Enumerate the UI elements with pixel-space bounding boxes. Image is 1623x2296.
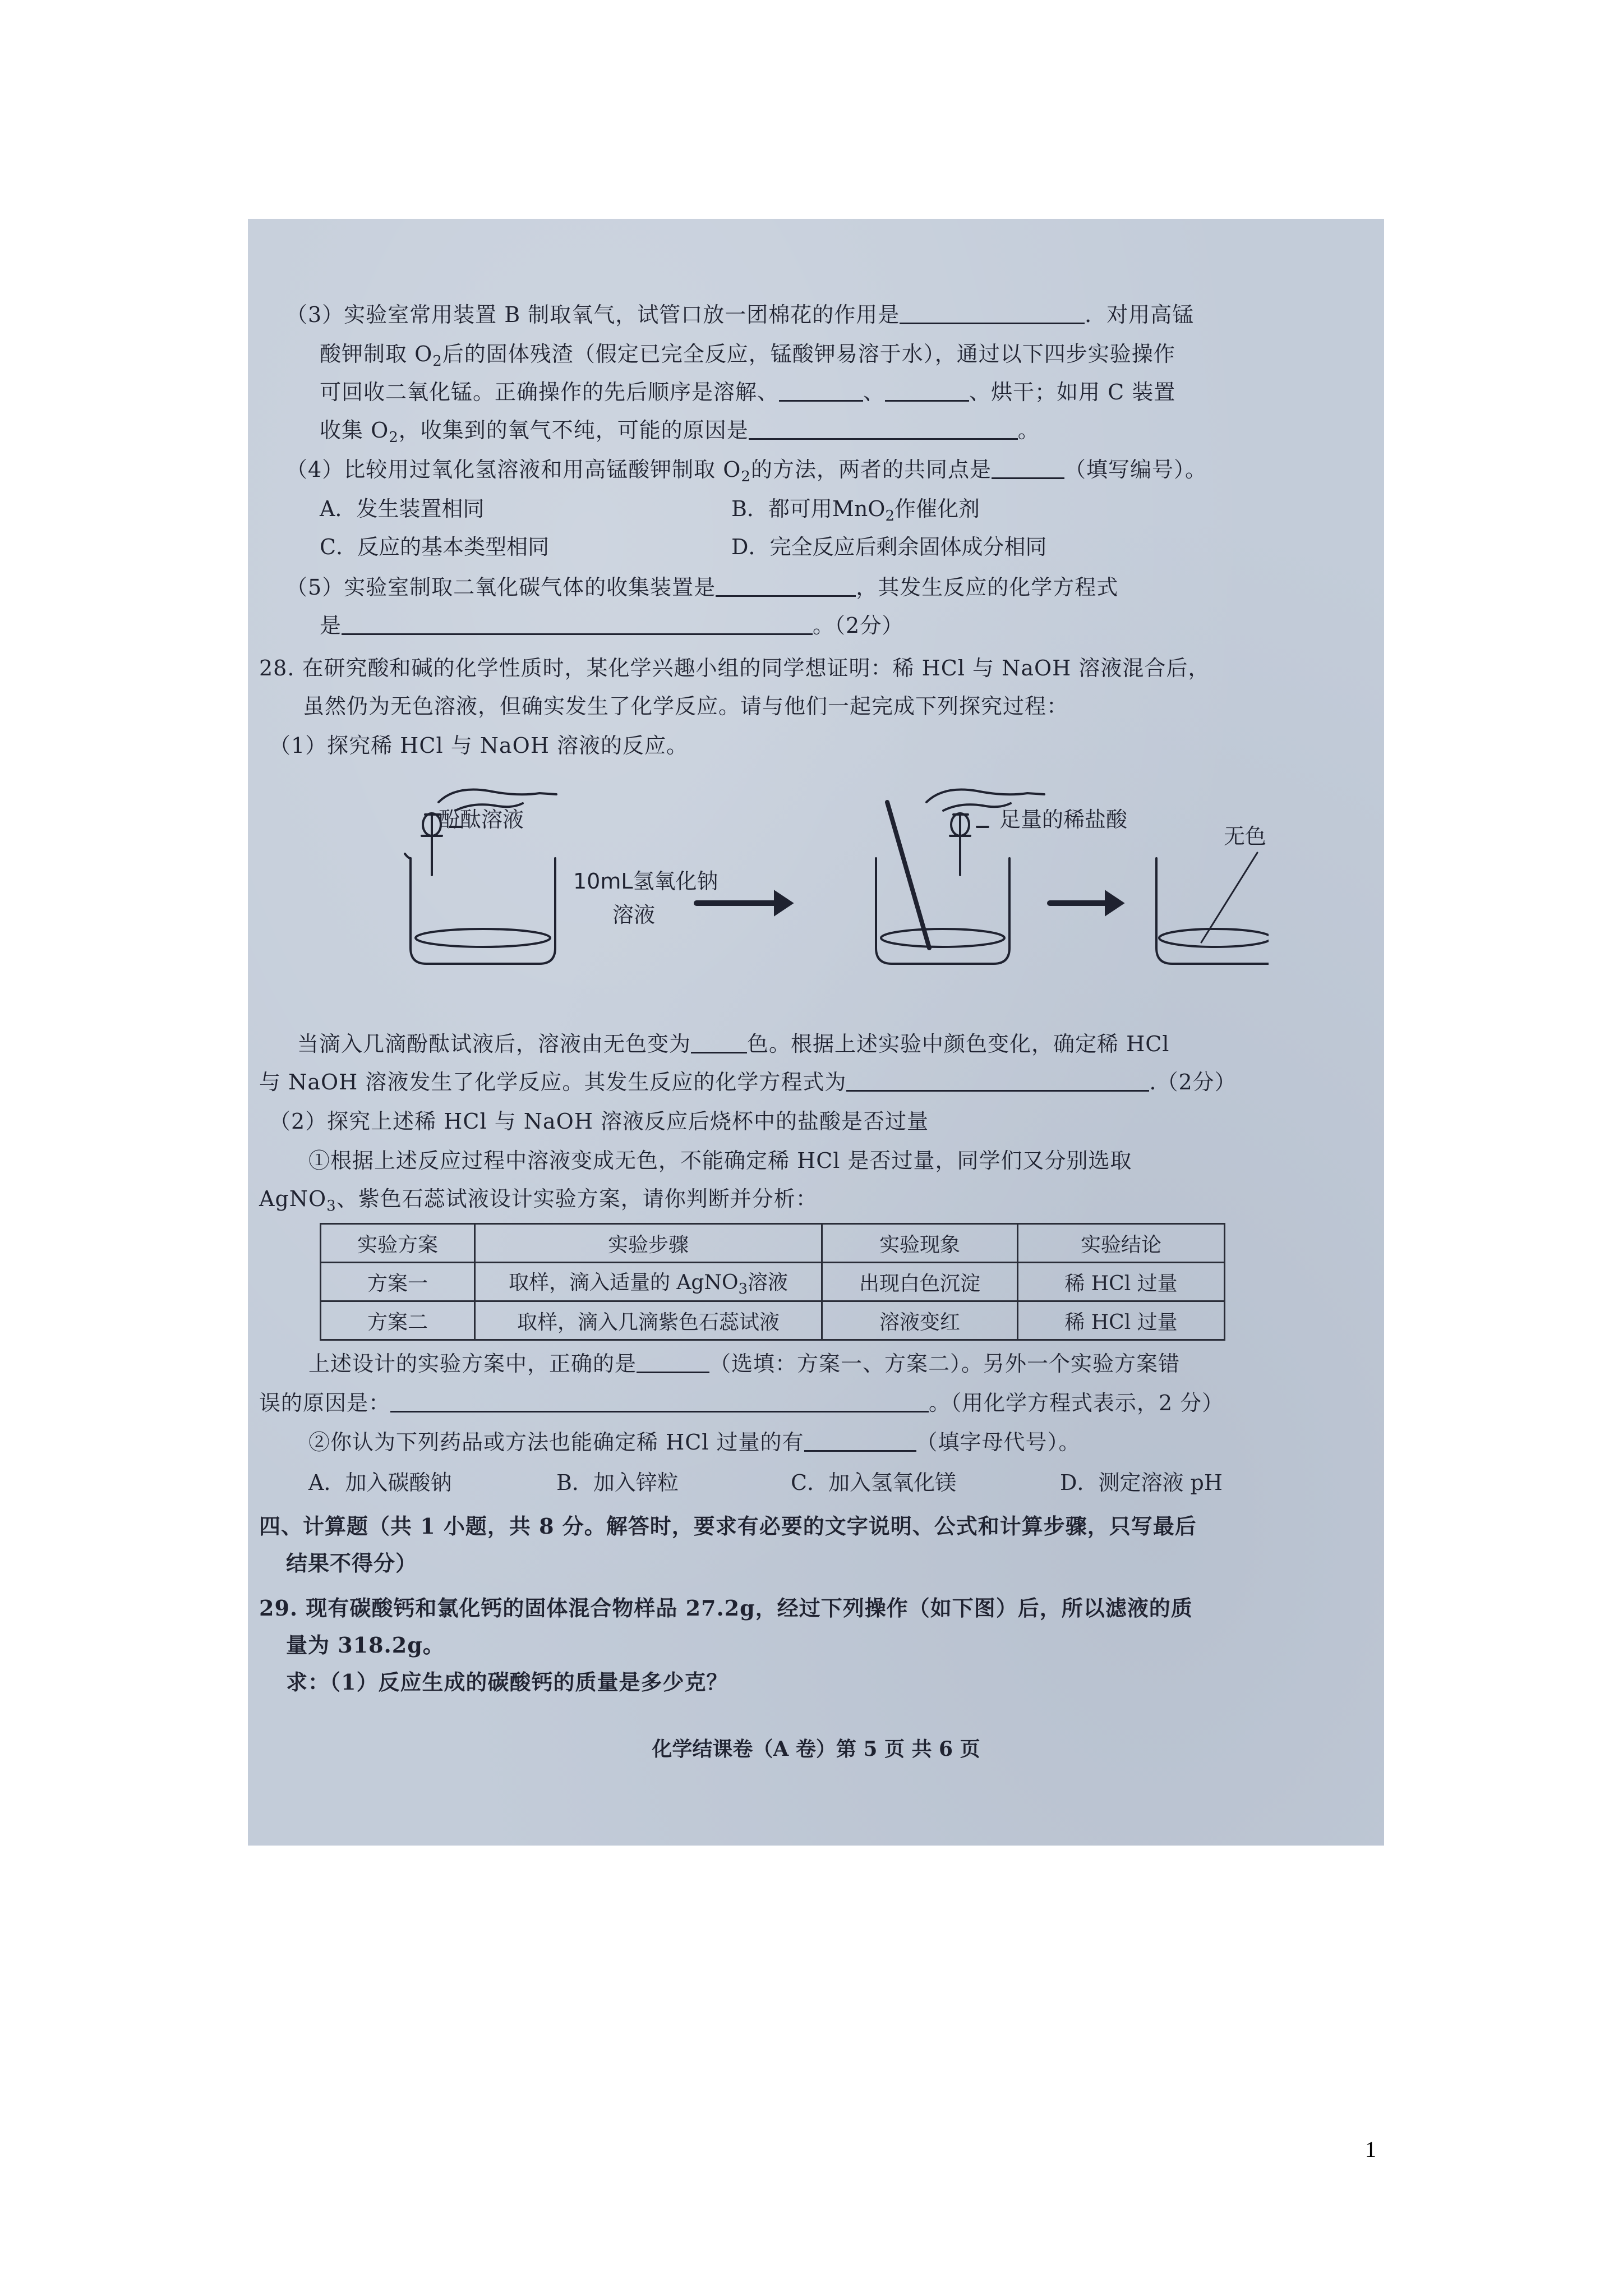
table-header-cell: 实验步骤 xyxy=(475,1224,822,1263)
q28-p1-line1: 当滴入几滴酚酞试液后，溶液由无色变为 色。根据上述实验中颜色变化，确定稀 HCl xyxy=(297,1032,1170,1056)
table-header-cell: 实验现象 xyxy=(822,1224,1018,1263)
q28-option-d: D．测定溶液 pH xyxy=(1060,1470,1223,1495)
table-header-cell: 实验方案 xyxy=(321,1224,475,1263)
page-number: 1 xyxy=(1365,2137,1376,2162)
q27-p4-option-d: D．完全反应后剩余固体成分相同 xyxy=(731,535,1047,559)
table-cell: 方案二 xyxy=(321,1301,475,1340)
glass-rod xyxy=(887,802,929,948)
q27-p5-line2: 是 。（2分） xyxy=(320,613,904,638)
table-cell: 出现白色沉淀 xyxy=(822,1263,1018,1301)
hand-1 xyxy=(439,790,556,803)
q29-line2: 量为 318.2g。 xyxy=(286,1632,445,1658)
scanned-exam-page xyxy=(248,219,1384,1846)
table-cell: 溶液变红 xyxy=(822,1301,1018,1340)
q27-p3-line1: （3）实验室常用装置 B 制取氧气，试管口放一团棉花的作用是 ．对用高锰 xyxy=(286,302,1195,327)
q28-p2-line1: ①根据上述反应过程中溶液变成无色，不能确定稀 HCl 是否过量，同学们又分别选取 xyxy=(308,1148,1132,1173)
q27-p5-line1: （5）实验室制取二氧化碳气体的收集装置是 ，其发生反应的化学方程式 xyxy=(286,575,1119,600)
q28-part1-title: （1）探究稀 HCl 与 NaOH 溶液的反应。 xyxy=(269,733,689,758)
label-naoh-line2: 溶液 xyxy=(612,903,656,927)
label-colorless: 无色 xyxy=(1224,824,1267,849)
q28-part2-title: （2）探究上述稀 HCl 与 NaOH 溶液反应后烧杯中的盐酸是否过量 xyxy=(269,1109,929,1134)
q28-intro-line1: 28. 在研究酸和碱的化学性质时，某化学兴趣小组的同学想证明：稀 HCl 与 NaOH 溶液混合后， xyxy=(259,656,1210,680)
section4-title-line1: 四、计算题（共 1 小题，共 8 分。解答时，要求有必要的文字说明、公式和计算步骤，只写最后 xyxy=(259,1513,1197,1539)
q28-p2-line2: AgNO$_3$、紫色石蕊试液设计实验方案，请你判断并分析： xyxy=(259,1186,818,1214)
q29-line3: 求：（1）反应生成的碳酸钙的质量是多少克？ xyxy=(286,1669,728,1695)
table-cell: 稀 HCl 过量 xyxy=(1018,1301,1225,1340)
section4-title-line2: 结果不得分） xyxy=(286,1550,418,1576)
table-cell: 取样，滴入适量的 AgNO$_3$溶液 xyxy=(475,1263,822,1301)
q29-line1: 29. 现有碳酸钙和氯化钙的固体混合物样品 27.2g，经过下列操作（如下图）后，所以滤液的质 xyxy=(259,1595,1193,1621)
q27-p4-option-c: C．反应的基本类型相同 xyxy=(320,535,550,559)
q27-p4-option-b: B．都可用MnO$_2$作催化剂 xyxy=(731,496,980,524)
arrow-1 xyxy=(775,892,792,914)
table-cell: 方案一 xyxy=(321,1263,475,1301)
table-cell: 取样，滴入几滴紫色石蕊试液 xyxy=(475,1301,822,1340)
q27-p4-option-a: A．发生装置相同 xyxy=(320,496,485,521)
q28-p2-line5: ②你认为下列药品或方法也能确定稀 HCl 过量的有 （填字母代号）。 xyxy=(308,1430,1081,1455)
hand-2 xyxy=(926,790,1044,803)
label-phenolphthalein: 酚酞溶液 xyxy=(439,807,524,832)
q28-option-c: C．加入氢氧化镁 xyxy=(791,1470,957,1495)
arrow-2 xyxy=(1106,892,1123,914)
table-header-cell: 实验结论 xyxy=(1018,1224,1225,1263)
q28-option-b: B．加入锌粒 xyxy=(556,1470,679,1495)
q28-p2-line3: 上述设计的实验方案中，正确的是 （选填：方案一、方案二）。另外一个实验方案错 xyxy=(308,1351,1181,1376)
q28-p1-line2: 与 NaOH 溶液发生了化学反应。其发生反应的化学方程式为 .（2分） xyxy=(259,1070,1237,1094)
label-dilute-hcl: 足量的稀盐酸 xyxy=(999,807,1128,832)
q27-p3-line2: 酸钾制取 $O_2$后的固体残渣（假定已完全反应，锰酸钾易溶于水），通过以下四步实验操作 xyxy=(320,342,1175,370)
experiment-diagram xyxy=(371,780,1269,1015)
table-row xyxy=(321,1301,1225,1340)
table-row xyxy=(321,1263,1225,1301)
label-naoh-line1: 10mL氢氧化钠 xyxy=(573,869,718,894)
q27-p3-line3: 可回收二氧化锰。正确操作的先后顺序是溶解、 、 、烘干；如用 C 装置 xyxy=(320,380,1176,404)
q28-p2-line4: 误的原因是： 。（用化学方程式表示，2 分） xyxy=(259,1391,1224,1415)
experiment-table xyxy=(320,1223,1225,1341)
q28-intro-line2: 虽然仍为无色溶液，但确实发生了化学反应。请与他们一起完成下列探究过程： xyxy=(303,694,1069,719)
table-cell: 稀 HCl 过量 xyxy=(1018,1263,1225,1301)
page-footer: 化学结课卷（A 卷）第 5 页 共 6 页 xyxy=(652,1737,980,1761)
q27-p4-line1: （4）比较用过氧化氢溶液和用高锰酸钾制取 $O_2$的方法，两者的共同点是 （填写编号）。 xyxy=(286,457,1207,485)
q27-p3-line4: 收集 $O_2$，收集到的氧气不纯，可能的原因是 。 xyxy=(320,418,1040,446)
q28-option-a: A．加入碳酸钠 xyxy=(308,1470,452,1495)
table-header-row xyxy=(321,1224,1225,1263)
